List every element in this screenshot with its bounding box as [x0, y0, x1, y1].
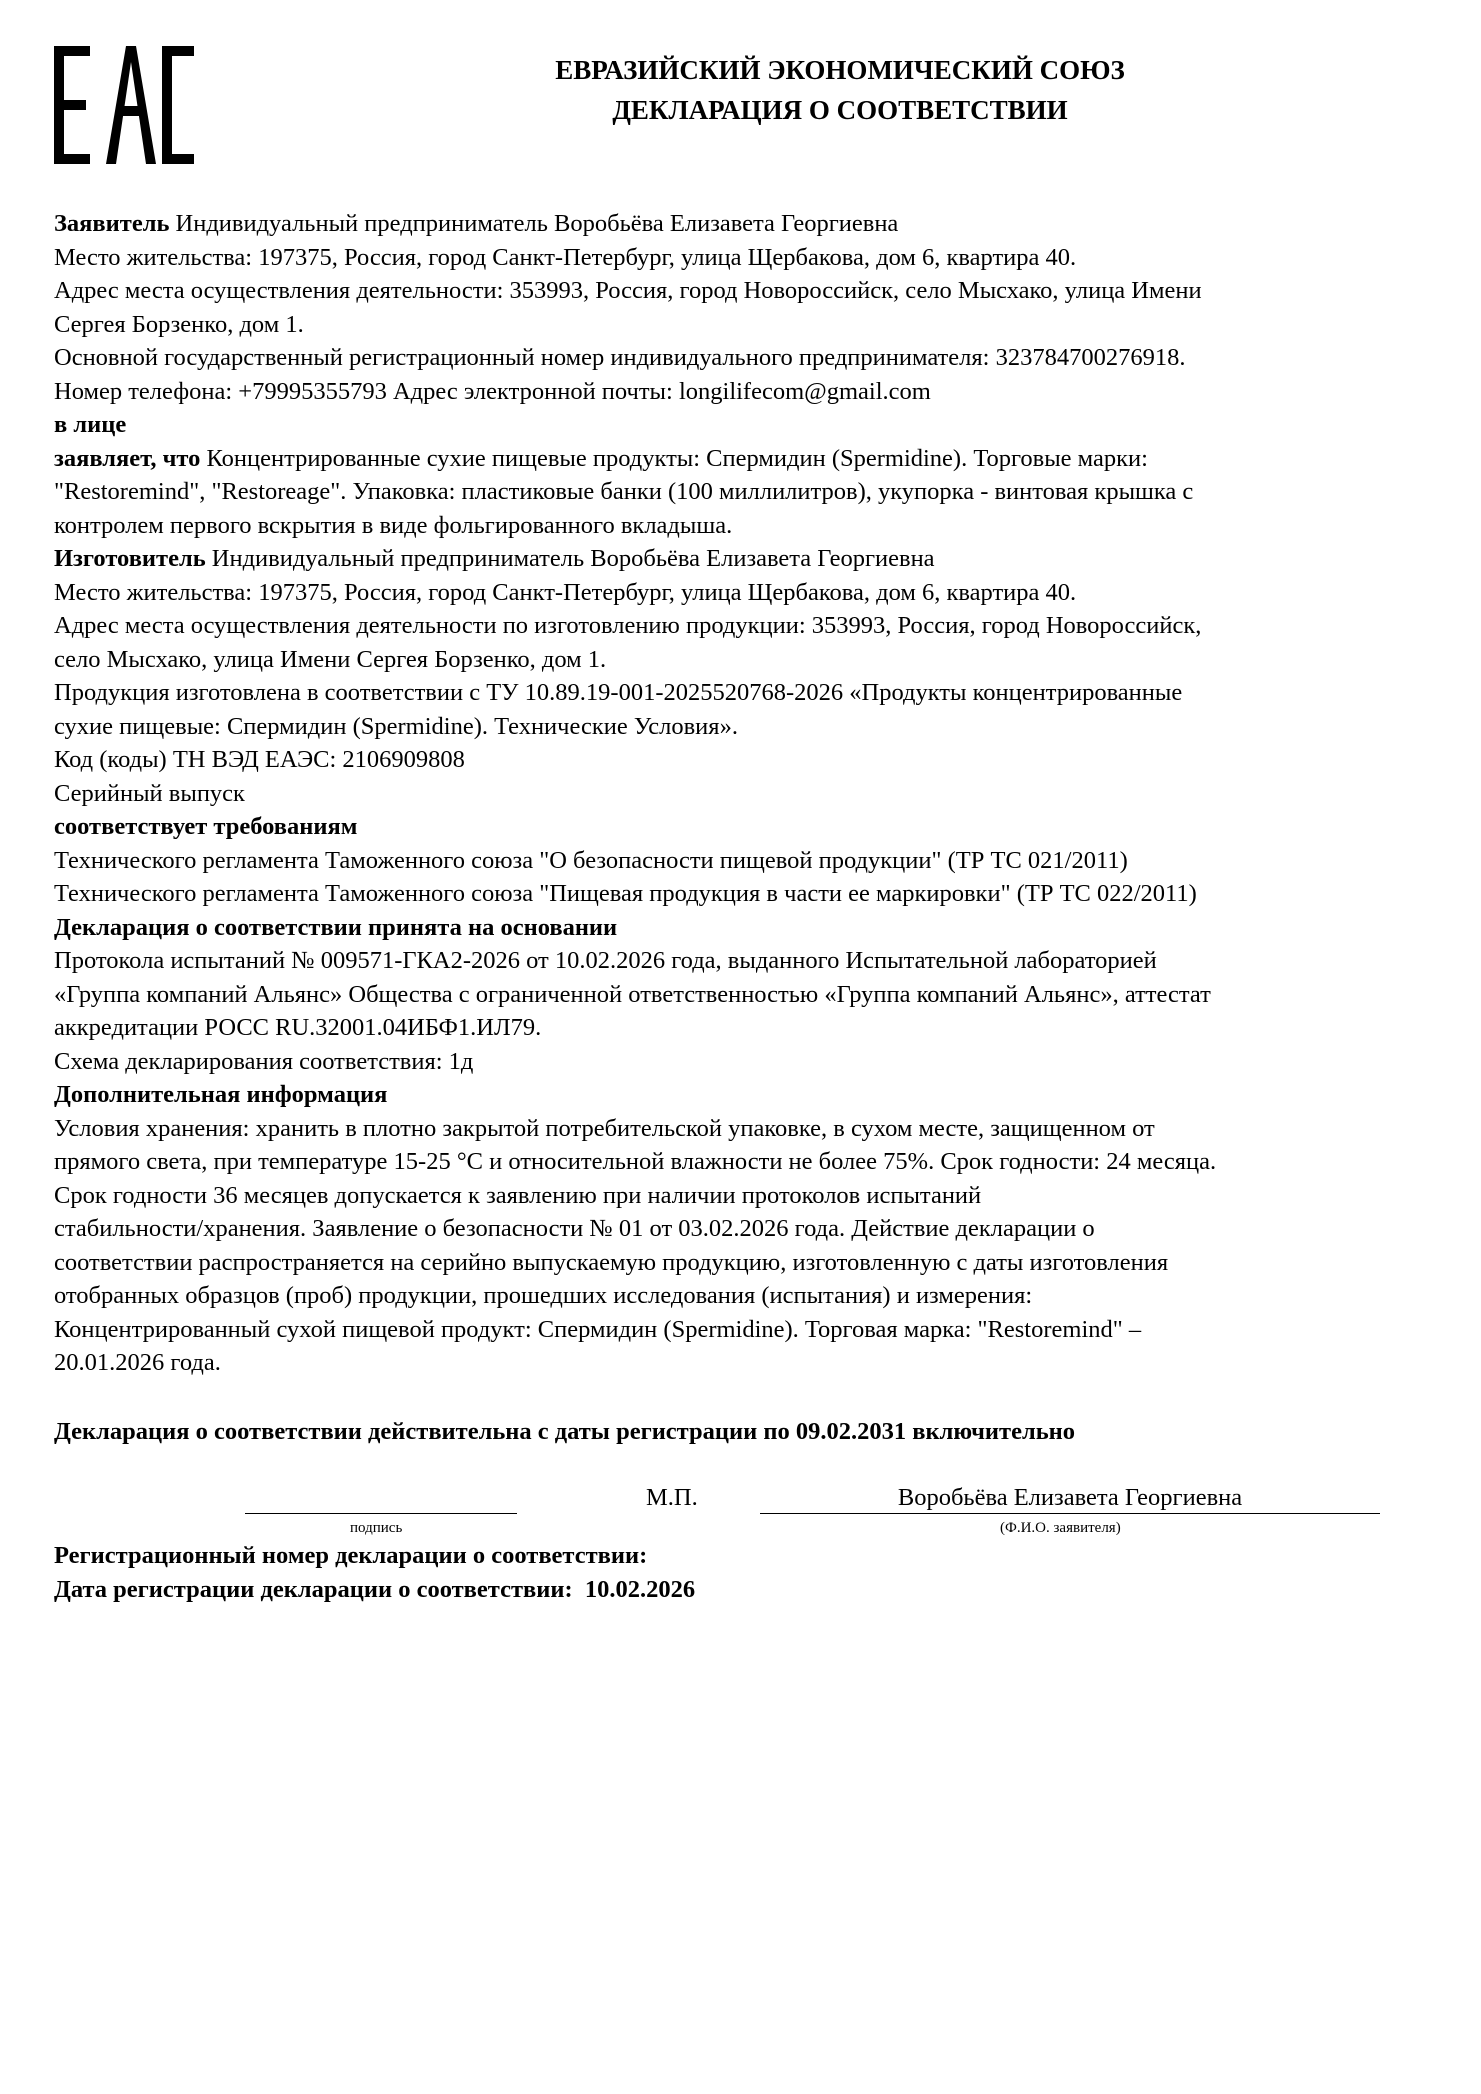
- body-line-text: Серийный выпуск: [54, 779, 245, 807]
- body-line-text: 20.01.2026 года.: [54, 1349, 221, 1376]
- body-line: [54, 274, 1384, 308]
- name-line: [760, 1513, 1380, 1514]
- body-line-text: контролем первого вскрытия в виде фольгированного вкладыша.: [54, 511, 733, 539]
- body-line-bold: Изготовитель: [54, 545, 206, 572]
- applicant-name: Воробьёва Елизавета Георгиевна: [897, 1484, 1243, 1511]
- body-line-text: Индивидуальный предприниматель Воробьёва Елизавета Георгиевна: [205, 545, 935, 572]
- body-line-text: Код (коды) ТН ВЭД ЕАЭС: 2106909808: [54, 746, 465, 773]
- body-line: [54, 1145, 1384, 1179]
- body-line: [54, 241, 1384, 275]
- declaration-body: [54, 207, 1384, 1380]
- body-line-text: Индивидуальный предприниматель Воробьёва Елизавета Георгиевна: [169, 210, 899, 237]
- body-line-text: сухие пищевые: Спермидин (Spermidine). Технические Условия».: [54, 712, 738, 740]
- body-line: [54, 1212, 1384, 1246]
- body-line-text: Основной государственный регистрационный номер индивидуального предпринимателя: 323784700276918.: [54, 344, 1186, 371]
- body-line: [54, 609, 1384, 643]
- body-line: [54, 944, 1384, 978]
- header-union-title: ЕВРАЗИЙСКИЙ ЭКОНОМИЧЕСКИЙ СОЮЗ: [555, 55, 1125, 85]
- stamp-label: М.П.: [646, 1484, 698, 1511]
- body-line-text: Технического регламента Таможенного союза "О безопасности пищевой продукции" (ТР ТС 021/2011): [54, 846, 1128, 874]
- body-line-text: Условия хранения: хранить в плотно закрытой потребительской упаковке, в сухом месте, защищенном от: [54, 1114, 1155, 1142]
- eac-logo-icon: [54, 46, 194, 164]
- name-caption: (Ф.И.О. заявителя): [1000, 1520, 1121, 1536]
- registration-date: [54, 1576, 695, 1604]
- body-line: [54, 475, 1384, 509]
- registration-number-label: Регистрационный номер декларации о соответствии:: [54, 1542, 648, 1569]
- body-line-text: Адрес места осуществления деятельности: 353993, Россия, город Новороссийск, село Мысхако, улица Имени: [54, 277, 1202, 304]
- body-line-text: Место жительства: 197375, Россия, город Санкт-Петербург, улица Щербакова, дом 6, квартира 40.: [54, 243, 1077, 271]
- body-line-text: Сергея Борзенко, дом 1.: [54, 310, 304, 338]
- body-line-text: Протокола испытаний № 009571-ГКА2-2026 от 10.02.2026 года, выданного Испытательной лабораторией: [54, 947, 1157, 974]
- body-line: [54, 1279, 1384, 1313]
- signature-line: [245, 1513, 517, 1514]
- body-line: [54, 978, 1384, 1012]
- body-line: [54, 408, 1384, 442]
- body-line: [54, 1078, 1384, 1112]
- body-line: [54, 676, 1384, 710]
- body-line: [54, 1112, 1384, 1146]
- body-line-bold: Дополнительная информация: [54, 1081, 388, 1108]
- body-line-text: Продукция изготовлена в соответствии с ТУ 10.89.19-001-2025520768-2026 «Продукты концентрированные: [54, 679, 1183, 706]
- body-line-text: Концентрированный сухой пищевой продукт: Спермидин (Spermidine). Торговая марка: "Restoremind" –: [54, 1315, 1142, 1343]
- body-line-text: аккредитации РОСС RU.32001.04ИБФ1.ИЛ79.: [54, 1014, 542, 1041]
- body-line: [54, 1045, 1384, 1079]
- body-line: [54, 844, 1384, 878]
- body-line-bold: Заявитель: [54, 210, 170, 237]
- body-line-text: прямого света, при температуре 15-25 °С и относительной влажности не более 75%. Срок годности: 24 месяца.: [54, 1148, 1217, 1175]
- body-line: [54, 375, 1384, 409]
- body-line: [54, 1246, 1384, 1280]
- body-line: [54, 1313, 1384, 1347]
- body-line-text: Место жительства: 197375, Россия, город Санкт-Петербург, улица Щербакова, дом 6, квартира 40.: [54, 578, 1077, 606]
- body-line: [54, 810, 1384, 844]
- body-line: [54, 911, 1384, 945]
- body-line: [54, 542, 1384, 576]
- body-line-text: отобранных образцов (проб) продукции, прошедших исследования (испытания) и измерения:: [54, 1282, 1033, 1309]
- body-line: [54, 1011, 1384, 1045]
- body-line: [54, 341, 1384, 375]
- validity-statement: Декларация о соответствии действительна с даты регистрации по 09.02.2031 включительно: [54, 1418, 1076, 1445]
- body-line: [54, 710, 1384, 744]
- body-line-text: Адрес места осуществления деятельности по изготовлению продукции: 353993, Россия, город Новороссийск,: [54, 612, 1202, 639]
- body-line-text: Концентрированные сухие пищевые продукты: Спермидин (Spermidine). Торговые марки:: [200, 444, 1148, 472]
- body-line: [54, 1346, 1384, 1380]
- body-line: [54, 442, 1384, 476]
- body-line: [54, 743, 1384, 777]
- body-line-text: Номер телефона: +79995355793 Адрес электронной почты: longilifecom@gmail.com: [54, 377, 931, 405]
- signature-caption: подпись: [350, 1520, 403, 1536]
- body-line: [54, 509, 1384, 543]
- body-line: [54, 643, 1384, 677]
- body-line: [54, 1179, 1384, 1213]
- body-line: [54, 207, 1384, 241]
- body-line-text: Технического регламента Таможенного союза "Пищевая продукция в части ее маркировки" (ТР ТС 022/2011): [54, 880, 1197, 907]
- body-line: [54, 877, 1384, 911]
- body-line-text: «Группа компаний Альянс» Общества с ограниченной ответственностью «Группа компаний Альянс», аттестат: [54, 980, 1211, 1008]
- body-line-text: соответствии распространяется на серийно выпускаемую продукцию, изготовленную с даты изготовления: [54, 1248, 1169, 1276]
- body-line-bold: Декларация о соответствии принята на основании: [54, 913, 618, 941]
- body-line: [54, 308, 1384, 342]
- body-line-bold: заявляет, что: [54, 444, 201, 472]
- registration-date-label: Дата регистрации декларации о соответствии:: [54, 1576, 573, 1603]
- body-line: [54, 576, 1384, 610]
- body-line-text: Срок годности 36 месяцев допускается к заявлению при наличии протоколов испытаний: [54, 1181, 982, 1209]
- body-line-text: "Restoremind", "Restoreage". Упаковка: пластиковые банки (100 миллилитров), укупорка - винтовая крышка с: [54, 478, 1194, 505]
- body-line-text: стабильности/хранения. Заявление о безопасности № 01 от 03.02.2026 года. Действие декларации о: [54, 1215, 1095, 1242]
- registration-date-value: 10.02.2026: [584, 1576, 696, 1603]
- header-declaration-title: ДЕКЛАРАЦИЯ О СООТВЕТСТВИИ: [612, 95, 1068, 125]
- body-line: [54, 777, 1384, 811]
- body-line-bold: в лице: [54, 411, 127, 438]
- body-line-text: Схема декларирования соответствия: 1д: [54, 1047, 474, 1075]
- body-line-bold: соответствует требованиям: [54, 813, 358, 840]
- body-line-text: село Мысхако, улица Имени Сергея Борзенко, дом 1.: [54, 645, 607, 673]
- document-header: [300, 50, 1380, 130]
